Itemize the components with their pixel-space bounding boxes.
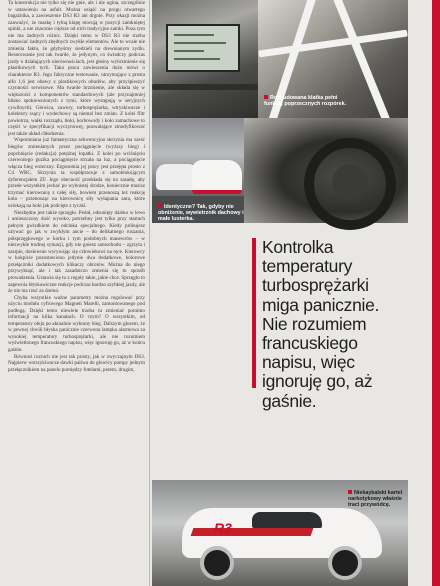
car-number-label: R3 — [214, 520, 232, 536]
page-edge-accent — [432, 0, 440, 586]
caption-bullet-icon — [264, 95, 268, 99]
pull-quote: Kontrolka temperatury turbosprężarki miga panicznie. Nie rozumiem francuskiego napisu, więc ignoruję go, aż gaśnie. — [262, 237, 380, 411]
dashboard-display — [166, 24, 240, 72]
article-paragraph: Niezbędne jest także sprzęgło. Pedał, odsunięty daleko w lewo i umieszczony dość wysoko, potrzebny jest tylko przy startach pełnym gwizdkiem do odcinka specjalnego. Kiedy próbujesz używać go jak w zwykłym aucie – do delikatnego ruszania, półsprzęgłowego w korku i tym podobnych manewrów – w niezwykle trudnej sytuacji, gdy nie gniesz samochodu – zgrzyta i szarpie, dosłownie wyrywając się człowiekowi na ręce. Kierowcy w kokpicie pozostawiono jedynie dwa dodatkowe, kolorowe przełączniki dodatkowych klikaczy obrotów. Można do niego przywyknąć, ale i tak zasadniczo zmienia się tu sposób prowadzenia. Ustawia się tu z reguły takie, jakie chce. Sprzęgło to zapewnia błyskawiczne reakcje podczas bardzo szybkiej jazdy, ale że nie ma rzuć za darmo. — [8, 209, 145, 295]
wheel-icon — [328, 546, 362, 580]
rally-car-shape — [192, 160, 242, 194]
article-paragraph: Wspomniana już fantastyczna sekwencyjna skrzynia ma sześć biegów zmienianych przez pociągnięcie (wyższy bieg) i popchnięcie (redukcja) potężnej łopatki. Z kolei po wciśnięciu czerwonego guzika pociągnięcie strzała na luz, a pociągnięcie włącza bieg wsteczny. Ergonomia jej pracy jest przejęta prosto z C4 WRC. Skrzynia ta współpracuje z samoblokującym dyferencjałem ZF. Jego obecność przekłada się na zasadę, aby przede wszystkim jechać po wyboistej drodze, koniecznie musisz trzymać kierownicę z całej siły, bowiem przenoszą też reakcję koła – przenosząc na kierownicę siły wyłapania auta, które uciekają na boki jak podcięte z tyczki. — [8, 137, 145, 209]
caption-bullet-icon — [158, 204, 162, 208]
dashboard-photo — [152, 0, 258, 118]
caption-roll-cage: Rozbudowana klatka pełni funkcję poprzecznych rozpórek. — [264, 95, 347, 108]
article-paragraph: Ta konstrukcja nie tylko się nie gnie, ale i nie ugina, szczególnie w ustawieniu na asfalt. Można usiąść na progu otwartego bagażnika, a zawieszenie DS3 R3 ani drgnie. Przy okazji można zauważyć, że maskę i tylną klapę mocują w pozycji zamkniętej spinki, a nie znacznie cięższe od nich tradycyjne zamki. Poza tym nie ma żadnych różnic. Dzięki temu w DS3 R3 nie trzeba zostawiać żadnych zbędnych zwykłe elementów. Ale to wcale nie zmienia faktu, że gdybyśmy siedzieli na drewnianym zydlu. Resorowanie jest tak twarde, że jedynym, co świadczy podczas jazdy o działających nierównościach, jest głośny wybrzmienie się plastikowych tych. Taka praca zawieszenia dużo mówi o charakterze R3. Jego fabryczne testowanie, utrzymujące z prosta alfo 1,6 jest obawy z plastikowych obudów, aby przyśpieszyć czynności serwisowe. Ma twarde brzmienie, ale składa się w większości z komponentów standardowych (ale przynajmniej blisko spokrewnionych z tymi, które występują w seryjnych cywilnych). Głowica, zawory, turbosprężarka, wtryskiwacze i kolektory ssący i wydechowy są niemal bez zmian. Z kolei filtr powietrza, wałki rozrządu, tłoki, korbowody i koło zamachowe to części w specyfikacji wyczynowej, pozwalające zmodyfikować jest także układ chłodzenia. — [8, 0, 145, 137]
roll-cage-photo — [258, 0, 408, 118]
article-body — [8, 0, 145, 586]
column-divider — [149, 0, 150, 586]
article-paragraph: Również rozruch nie jest tak prosty, jak w zwyczajnym DS3. Najpierw wstrzykiwacze dawki paliwa do głowicy pompy jednym przełącznikiem na panelu pomiędzy fotelami, potem, drugim, — [8, 353, 145, 373]
quote-accent-bar — [252, 238, 256, 388]
article-paragraph: Chyba wszystkie ważne parametry można regulować przy użyciu modułu cyfrowego Magneti Marelli, zamontowanego pod podłogą. Dzięki temu niewiele trzeba tu zmieniać pomimo informacji na kilka kanałach. O czym? O wszystkim, od temperatury oleju po aktualnie wybrany bieg. Dalszym głosem, że w pewnej chwili błyska panicznie czerwona lampka alarmowa za wysokiej temperatury turbosprężarki, ale nie rozumiem wyświetlonego francuskiego napisu, więc ignoruję go, aż w końcu gaśnie. — [8, 294, 145, 353]
steering-wheel-photo — [158, 118, 408, 223]
caption-garage: Identyczne? Tak, gdyby nie obniżenie, wywietrznik dachowy i małe lusterka. — [158, 204, 244, 223]
wheel-icon — [200, 546, 234, 580]
rally-car-photo — [152, 480, 408, 586]
caption-rally-car: Niekaykalski kartel narkotykowy właśnie traci przywódcę. — [348, 490, 403, 509]
caption-bullet-icon — [348, 490, 352, 494]
